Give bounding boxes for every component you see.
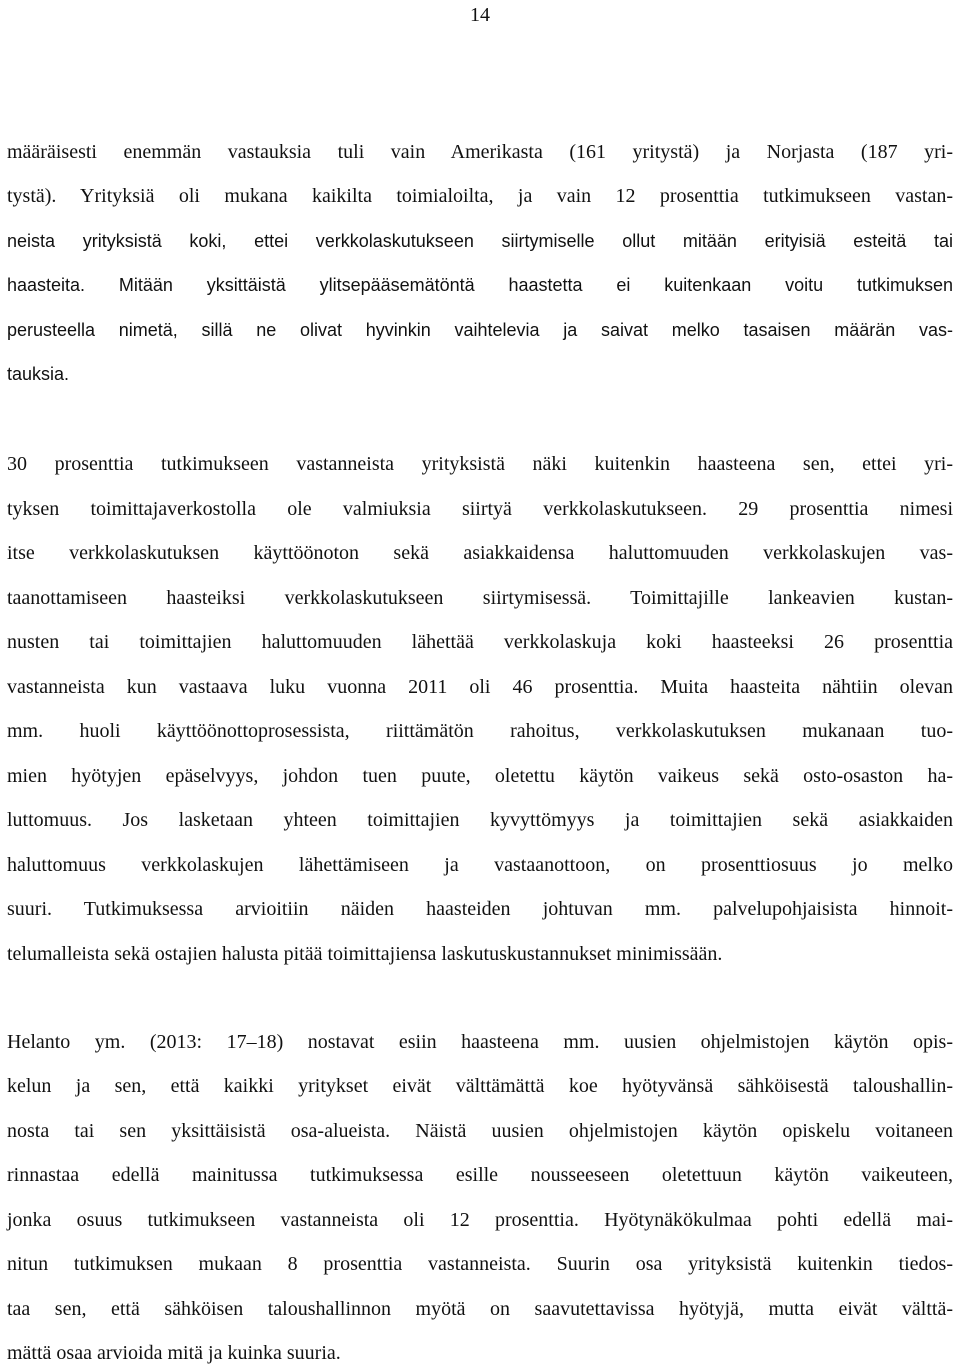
text-line: mien hyötyjen epäselvyys, johdon tuen puute, oletettu käytön vaikeus sekä osto-osaston ha- [7, 765, 953, 787]
text-line: haluttomuus verkkolaskujen lähettämiseen ja vastaanottoon, on prosenttiosuus jo melko [7, 854, 953, 876]
text-line: määräisesti enemmän vastauksia tuli vain Amerikasta (161 yritystä) ja Norjasta (187 yri- [7, 141, 953, 163]
text-line: taa sen, että sähköisen taloushallinnon myötä on saavutettavissa hyötyjä, mutta eivät välttä- [7, 1298, 953, 1320]
text-line: perusteella nimetä, sillä ne olivat hyvinkin vaihtelevia ja saivat melko tasaisen määrän vas- [7, 320, 953, 340]
text-line: mättä osaa arvioida mitä ja kuinka suuria. [7, 1342, 341, 1364]
text-line: mm. huoli käyttöönottoprosessista, riittämätön rahoitus, verkkolaskutuksen mukanaan tuo- [7, 720, 953, 742]
text-line: haasteita. Mitään yksittäistä ylitsepääsemätöntä haastetta ei kuitenkaan voitu tutkimuksen [7, 275, 953, 295]
text-line: luttomuus. Jos lasketaan yhteen toimittajien kyvyttömyys ja toimittajien sekä asiakkaiden [7, 809, 953, 831]
text-line: neista yrityksistä koki, ettei verkkolaskutukseen siirtymiselle ollut mitään erityisiä esteitä tai [7, 231, 953, 251]
text-line: rinnastaa edellä mainitussa tutkimuksessa esille nousseeseen oletettuun käytön vaikeuteen, [7, 1164, 953, 1186]
text-line: jonka osuus tutkimukseen vastanneista oli 12 prosenttia. Hyötynäkökulmaa pohti edellä mai- [7, 1209, 953, 1231]
text-line: vastanneista kun vastaava luku vuonna 2011 oli 46 prosenttia. Muita haasteita nähtiin olevan [7, 676, 953, 698]
text-line: tystä). Yrityksiä oli mukana kaikilta toimialoilta, ja vain 12 prosenttia tutkimukseen vastan- [7, 185, 953, 207]
text-line: itse verkkolaskutuksen käyttöönoton sekä asiakkaidensa haluttomuuden verkkolaskujen vas- [7, 542, 953, 564]
text-line: nosta tai sen yksittäisistä osa-alueista. Näistä uusien ohjelmistojen käytön opiskelu voitaneen [7, 1120, 953, 1142]
text-line: telumalleista sekä ostajien halusta pitää toimittajiensa laskutuskustannukset minimissään. [7, 943, 723, 965]
text-line: tauksia. [7, 364, 70, 384]
text-line: 30 prosenttia tutkimukseen vastanneista yrityksistä näki kuitenkin haasteena sen, ettei yri- [7, 453, 953, 475]
page-number: 14 [470, 4, 490, 26]
text-line: tyksen toimittajaverkostolla ole valmiuksia siirtyä verkkolaskutukseen. 29 prosenttia nimesi [7, 498, 953, 520]
text-line: nitun tutkimuksen mukaan 8 prosenttia vastanneista. Suurin osa yrityksistä kuitenkin tiedos- [7, 1253, 953, 1275]
text-line: suuri. Tutkimuksessa arvioitiin näiden haasteiden johtuvan mm. palvelupohjaisista hinnoit- [7, 898, 953, 920]
text-line: nusten tai toimittajien haluttomuuden lähettää verkkolaskuja koki haasteeksi 26 prosenttia [7, 631, 953, 653]
text-line: taanottamiseen haasteiksi verkkolaskutukseen siirtymisessä. Toimittajille lankeavien kustan- [7, 587, 953, 609]
text-line: kelun ja sen, että kaikki yritykset eivät välttämättä koe hyötyvänsä sähköisestä taloushallin- [7, 1075, 953, 1097]
text-line: Helanto ym. (2013: 17–18) nostavat esiin haasteena mm. uusien ohjelmistojen käytön opis- [7, 1031, 953, 1053]
